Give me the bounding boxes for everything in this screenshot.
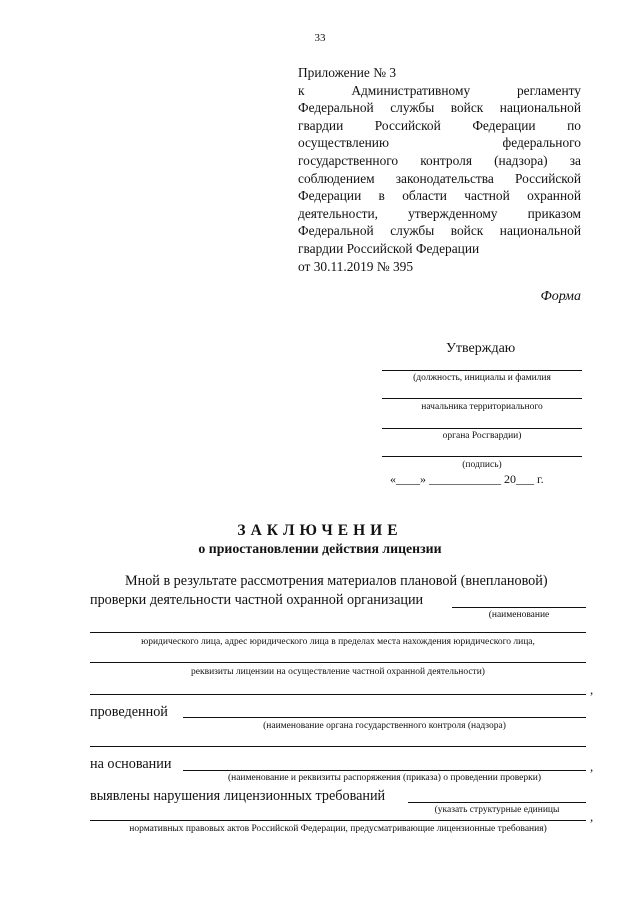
appendix-line: Федеральной службы войск национальной [298,223,581,239]
license-line [90,662,586,663]
appendix-line: соблюдением законодательства Российской [298,170,581,186]
appendix-line: Федерации в области частной охранной [298,188,581,204]
approval-line-position [382,370,582,371]
org-name-line [452,607,586,608]
hint-license: реквизиты лицензии на осуществление частной охранной деятельности) [191,667,485,677]
approval-line-name [382,398,582,399]
appendix-line: деятельности, утвержденному приказом [298,205,581,221]
approval-caption-head: начальника территориального [421,402,543,412]
hint-legal-entity: юридического лица, адрес юридического лица в пределах места нахождения юридического лица, [141,637,535,647]
approval-line-body [382,428,582,429]
units-line [408,802,586,803]
approval-caption-signature: (подпись) [462,460,502,470]
authority-line [183,717,586,718]
approval-date-line: «____» ____________ 20___ г. [390,472,544,486]
document-subtitle: о приостановлении действия лицензии [198,541,442,556]
approval-caption-position: (должность, инициалы и фамилия [413,373,551,383]
appendix-line: государственного контроля (надзора) за [298,152,581,168]
appendix-line: Приложение № 3 [298,65,397,80]
document-title: ЗАКЛЮЧЕНИЕ [237,522,403,539]
appendix-line: гвардии Российской Федерации [298,240,480,256]
appendix-line: осуществлению федерального [298,135,581,151]
hint-order: (наименование и реквизиты распоряжения (приказа) о проведении проверки) [227,773,542,783]
body-paragraph-line-1: Мной в результате рассмотрения материалов плановой (внеплановой) [125,573,548,589]
acts-line [90,820,586,821]
conducted-label: проведенной [90,704,168,720]
appendix-block [298,64,581,275]
hint-units: (указать структурные единицы [434,805,560,815]
hint-authority: (наименование органа государственного контроля (надзора) [263,721,506,731]
body-paragraph-line-2: проверки деятельности частной охранной организации [90,592,424,608]
page-number: 33 [314,32,326,44]
approval-line-signature [382,456,582,457]
comma-mark: , [590,759,594,774]
approval-caption-agency: органа Росгвардии) [442,431,522,441]
appendix-line: от 30.11.2019 № 395 [298,258,414,274]
appendix-line: гвардии Российской Федерации по [298,117,581,133]
basis-label: на основании [90,756,172,772]
appendix-line: Федеральной службы войск национальной [298,100,581,116]
hint-acts: нормативных правовых актов Российской Федерации, предусматривающие лицензионные требования) [129,824,547,834]
comma-mark: , [590,682,594,697]
legal-entity-line [90,632,586,633]
violations-label: выявлены нарушения лицензионных требований [90,788,386,804]
approval-title: Утверждаю [446,341,516,356]
order-line [183,770,586,771]
authority-continuation-line [90,746,586,747]
license-continuation-line [90,694,586,695]
appendix-line: к Административному регламенту [298,82,581,98]
form-label: Форма [540,289,581,304]
comma-mark: , [590,809,594,824]
hint-name: (наименование [488,610,550,620]
